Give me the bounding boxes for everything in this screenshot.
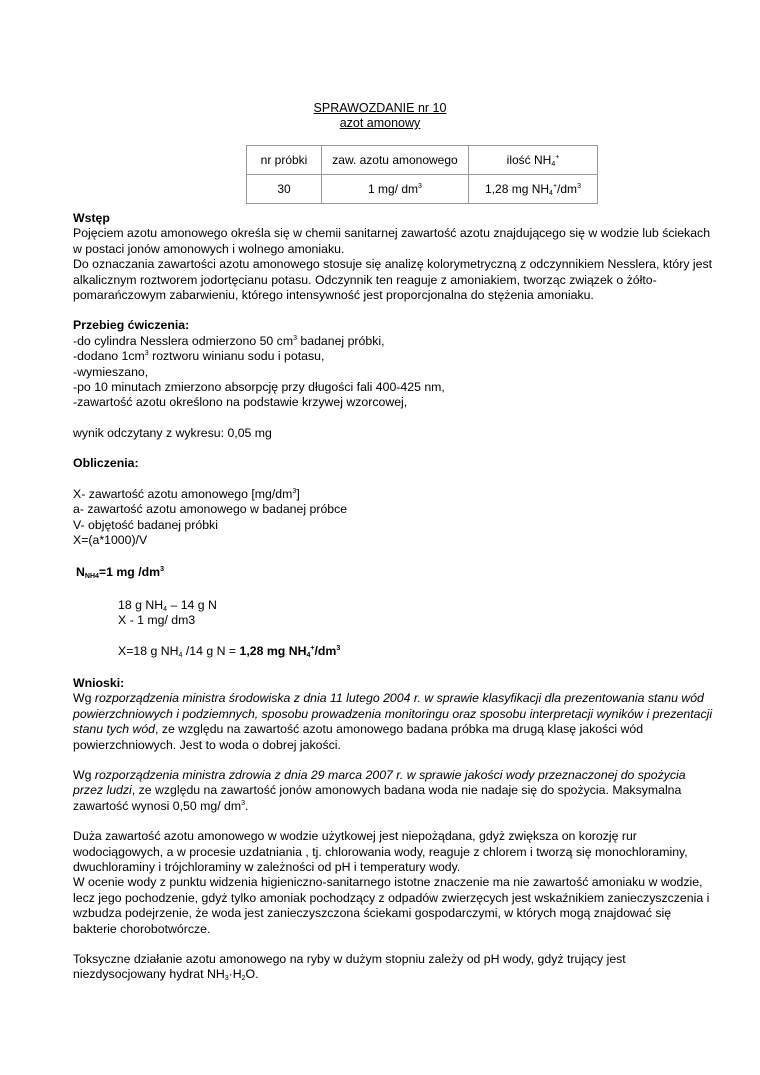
spacer bbox=[73, 814, 713, 829]
spacer bbox=[73, 659, 713, 676]
calc-text: – 14 g N bbox=[167, 597, 217, 612]
subscript: 4 bbox=[551, 161, 556, 168]
wstep-paragraph-1: Pojęciem azotu amonowego określa się w chemii sanitarnej zawartość azotu znajdującego się w wodzie lub ściekach w postaci jonów amonowych i wolnego amoniaku. bbox=[73, 226, 711, 256]
spacer bbox=[73, 303, 713, 318]
wnioski-paragraph-5 bbox=[73, 952, 713, 983]
section-heading-obliczenia: Obliczenia: bbox=[73, 456, 139, 471]
subscript: 4 bbox=[306, 651, 311, 659]
nh4-text: =1 mg /dm bbox=[98, 565, 161, 580]
regulation-citation: rozporządzenia ministra środowiska z dnia 11 lutego 2004 r. w sprawie klasyfikacji dla prezentowania stanu wód powierzchniowych i podziemnych, sposobu prowadzenia monitoringu oraz sposobu interpretacji wyników i prezentacji stanu tych wód bbox=[73, 691, 713, 737]
subscript: 3 bbox=[224, 975, 229, 983]
spacer bbox=[73, 548, 713, 565]
sample-table bbox=[246, 145, 598, 204]
calc-text: /14 g N = bbox=[182, 643, 240, 658]
superscript: 3 bbox=[577, 183, 581, 190]
spacer bbox=[73, 753, 713, 768]
spacer bbox=[73, 441, 713, 456]
cell-text: 1,28 mg NH bbox=[485, 182, 550, 196]
step-2 bbox=[73, 349, 713, 364]
calc-line-3 bbox=[73, 644, 713, 659]
spacer bbox=[73, 937, 713, 952]
para-text: , ze względu na zawartość jonów amonowych badana woda nie nadaje się do spożycia. Maksymalna zawartość wynosi 0,50 mg/ dm bbox=[73, 783, 682, 813]
para-text: ·H bbox=[228, 967, 242, 982]
legend-text: X- zawartość azotu amonowego [mg/dm bbox=[73, 486, 293, 501]
subscript: NH4 bbox=[84, 573, 99, 581]
report-subtitle: azot amonowy bbox=[339, 116, 421, 130]
spacer bbox=[73, 472, 713, 487]
step-1 bbox=[73, 334, 713, 349]
section-heading-wstep: Wstęp bbox=[73, 211, 110, 225]
para-text: , ze względu na zawartość azotu amonowego badana próbka ma drugą klasę jakości wód powierzchniowych. Jest to woda o dobrej jakości. bbox=[73, 722, 644, 752]
wnioski-paragraph-1 bbox=[73, 691, 713, 753]
superscript: + bbox=[310, 644, 315, 652]
subscript: 4 bbox=[549, 190, 553, 197]
cell-text: 1 mg/ dm bbox=[368, 182, 419, 196]
superscript: 3 bbox=[418, 183, 422, 190]
step-4: -po 10 minutach zmierzono absorpcję przy długości fali 400-425 nm, bbox=[73, 380, 445, 395]
table-header-cell bbox=[469, 146, 598, 175]
nh4-result bbox=[73, 565, 713, 580]
step-text: -dodano 1cm bbox=[73, 349, 145, 364]
calc-result-text: 1,28 mg NH bbox=[239, 643, 307, 658]
table-row bbox=[247, 175, 598, 204]
wnioski-paragraph-2 bbox=[73, 768, 713, 814]
step-text: -do cylindra Nesslera odmierzono 50 cm bbox=[73, 333, 294, 348]
calc-result-text: /dm bbox=[314, 643, 337, 658]
calc-text: 18 g NH bbox=[118, 597, 164, 612]
table-cell-nh4 bbox=[469, 175, 598, 204]
para-text: Wg bbox=[73, 767, 95, 782]
report-body bbox=[73, 211, 713, 983]
result-line: wynik odczytany z wykresu: 0,05 mg bbox=[73, 425, 272, 440]
cell-text: /dm bbox=[557, 182, 578, 196]
nh4-text: N bbox=[76, 565, 85, 580]
wnioski-paragraph-4: W ocenie wody z punktu widzenia higieniczno-sanitarnego istotne znaczenie ma nie zawartość amoniaku w wodzie, lecz jego pochodzenie, gdyż tylko amoniak pochodzący z odpadów zwierzęcych jest wskaźnikiem zanieczyszczenia i wzbudza podejrzenie, że woda jest zanieczyszczona ściekami gospodarczymi, w których mogą znajdować się bakterie chorobotwórcze. bbox=[73, 875, 710, 936]
legend-x bbox=[73, 487, 713, 502]
step-text: roztworu winianu sodu i potasu, bbox=[148, 349, 325, 364]
superscript: 3 bbox=[336, 644, 341, 652]
section-heading-przebieg: Przebieg ćwiczenia: bbox=[73, 318, 190, 333]
calc-result bbox=[239, 644, 340, 658]
spacer bbox=[73, 581, 713, 598]
table-header-cell: nr próbki bbox=[247, 146, 322, 175]
calc-line-1 bbox=[73, 598, 713, 613]
legend-text: ] bbox=[296, 486, 300, 501]
legend-a: a- zawartość azotu amonowego w badanej próbce bbox=[73, 502, 348, 517]
table-cell-sample-number: 30 bbox=[247, 175, 322, 204]
superscript: 3 bbox=[160, 566, 164, 574]
para-text: Toksyczne działanie azotu amonowego na ryby w dużym stopniu zależy od pH wody, gdyż trujący jest niezdysocjowany hydrat NH bbox=[73, 952, 626, 982]
para-text: O. bbox=[245, 967, 259, 982]
subscript: 4 bbox=[163, 605, 168, 613]
step-3: -wymieszano, bbox=[73, 364, 149, 379]
report-title-block bbox=[0, 101, 760, 131]
superscript: 3 bbox=[293, 334, 297, 342]
table-header-row bbox=[247, 146, 598, 175]
table-header-cell: zaw. azotu amonowego bbox=[322, 146, 469, 175]
step-text: badanej próbki, bbox=[296, 333, 385, 348]
para-text: . bbox=[245, 798, 249, 813]
legend-v: V- objętość badanej próbki bbox=[73, 517, 218, 532]
formula: X=(a*1000)/V bbox=[73, 532, 148, 547]
regulation-citation: rozporządzenia ministra zdrowia z dnia 29 marca 2007 r. w sprawie jakości wody przeznaczonej do spożycia przez ludzi bbox=[73, 767, 686, 798]
table-cell-nitrogen bbox=[322, 175, 469, 204]
step-5: -zawartość azotu określono na podstawie krzywej wzorcowej, bbox=[73, 395, 408, 410]
subscript: 4 bbox=[178, 651, 183, 659]
report-title: SPRAWOZDANIE nr 10 bbox=[313, 101, 447, 115]
superscript: 3 bbox=[144, 350, 149, 358]
superscript: 3 bbox=[241, 799, 246, 807]
section-heading-wnioski: Wnioski: bbox=[73, 675, 125, 690]
spacer bbox=[73, 411, 713, 426]
spacer bbox=[73, 629, 713, 644]
superscript: + bbox=[555, 154, 560, 161]
subscript: 2 bbox=[241, 975, 246, 983]
header-text: ilość NH bbox=[506, 153, 552, 167]
superscript: + bbox=[552, 183, 558, 190]
para-text: Wg bbox=[73, 691, 95, 706]
wstep-paragraph-2: Do oznaczania zawartości azotu amonowego stosuje się analizę kolorymetryczną z odczynnikiem Nesslera, który jest alkalicznym roztworem jodortęcianu potasu. Odczynnik ten reaguje z amoniakiem, tworząc związek o żółto-pomarańczowym zabarwieniu, którego intensywność jest proporcjonalna do stężenia amoniaku. bbox=[73, 257, 713, 303]
wnioski-paragraph-3: Duża zawartość azotu amonowego w wodzie użytkowej jest niepożądana, gdyż zwiększa on korozję rur wodociągowych, a w procesie uzdatniania , tj. chlorowania wody, reaguje z chlorem i tworzą się monochloraminy, dwuchloraminy i trójchloraminy w zależności od pH i temperatury wody. bbox=[73, 829, 688, 874]
calc-text: X=18 g NH bbox=[118, 643, 179, 658]
calc-line-2: X - 1 mg/ dm3 bbox=[118, 613, 196, 628]
superscript: 3 bbox=[292, 487, 297, 495]
